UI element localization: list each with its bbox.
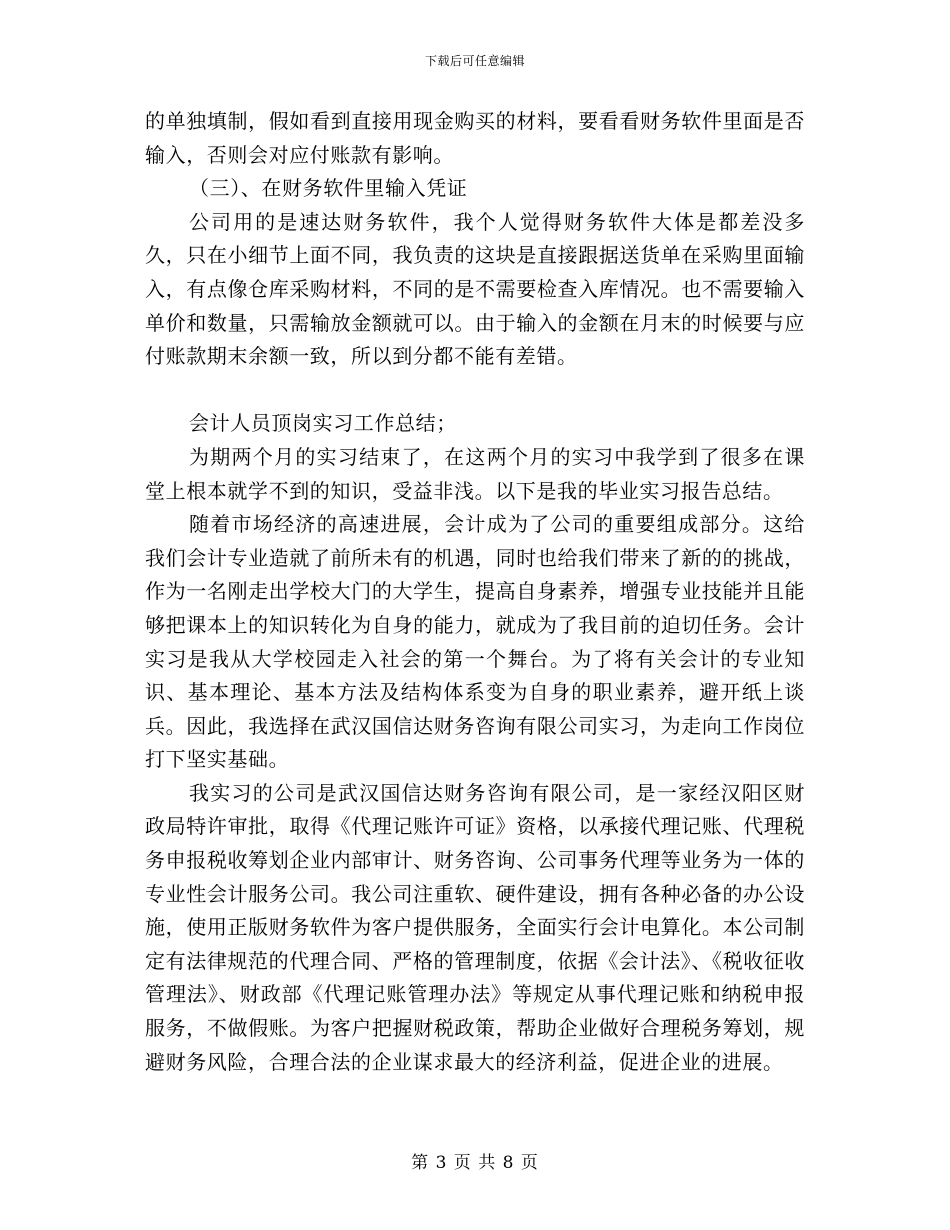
document-title: 会计人员顶岗实习工作总结； [189,411,457,436]
page-header: 下载后可任意编辑 [424,54,525,68]
paragraph: 公司用的是速达财务软件，我个人觉得财务软件大体是都差没多久，只在小细节上面不同，我负责的这块是直接跟据送货单在采购里面输入，有点像仓库采购材料，不同的是不需要检查入库情况。也不需要输入单价和数量，只需输放金额就可以。由于输入的金额在月末的时候要与应付账款期末余额一致，所以到分都不能有差错。 [145,209,805,369]
section-heading: （三）、在财务软件里输入凭证 [189,176,468,201]
paragraph-continued: 的单独填制，假如看到直接用现金购买的材料，要看看财务软件里面是否输入，否则会对应付账款有影响。 [145,109,805,167]
page-number: 第 3 页 共 8 页 [411,1153,539,1173]
paragraph: 随着市场经济的高速进展，会计成为了公司的重要组成部分。这给我们会计专业造就了前所未有的机遇，同时也给我们带来了新的的挑战，作为一名刚走出学校大门的大学生，提高自身素养，增强专业技能并且能够把课本上的知识转化为自身的能力，就成为了我目前的迫切任务。会计实习是我从大学校园走入社会的第一个舞台。为了将有关会计的专业知识、基本理论、基本方法及结构体系变为自身的职业素养，避开纸上谈兵。因此，我选择在武汉国信达财务咨询有限公司实习，为走向工作岗位打下坚实基础。 [145,512,805,772]
paragraph: 为期两个月的实习结束了，在这两个月的实习中我学到了很多在课堂上根本就学不到的知识，受益非浅。以下是我的毕业实习报告总结。 [145,444,805,503]
document-body [145,105,805,1079]
paragraph: 我实习的公司是武汉国信达财务咨询有限公司，是一家经汉阳区财政局特许审批，取得《代理记账许可证》资格，以承接代理记账、代理税务申报税收筹划企业内部审计、财务咨询、公司事务代理等业务为一体的专业性会计服务公司。我公司注重软、硬件建设，拥有各种必备的办公设施，使用正版财务软件为客户提供服务，全面实行会计电算化。本公司制定有法律规范的代理合同、严格的管理制度，依据《会计法》、《税收征收管理法》、财政部《代理记账管理办法》等规定从事代理记账和纳税申报服务，不做假账。为客户把握财税政策，帮助企业做好合理税务筹划，规避财务风险，合理合法的企业谋求最大的经济利益，促进企业的进展。 [145,780,805,1074]
